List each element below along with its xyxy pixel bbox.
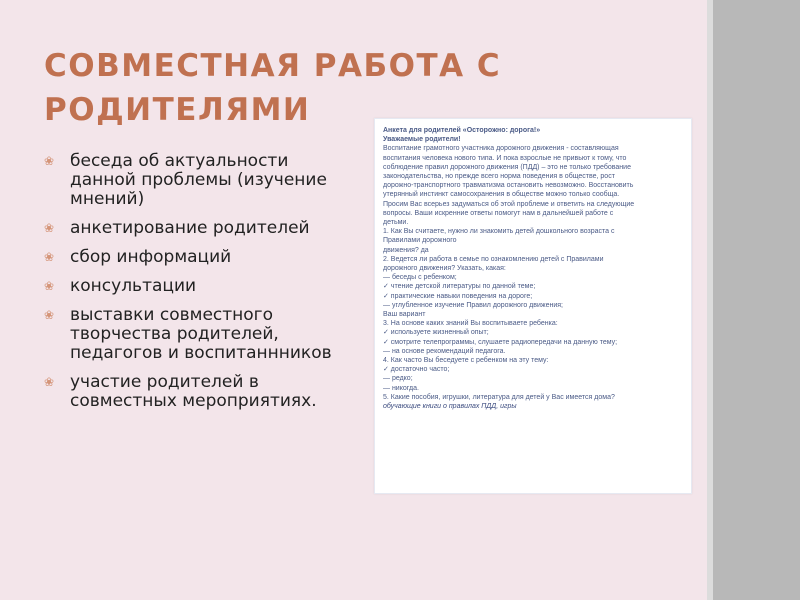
questionnaire-line: воспитания человека нового типа. И пока взрослые не привьют к тому, что <box>383 154 627 162</box>
questionnaire-line: ✓ используете жизненный опыт; <box>383 329 489 337</box>
questionnaire-text <box>383 126 685 411</box>
questionnaire-greeting: Уважаемые родители! <box>383 136 461 144</box>
questionnaire-line: ✓ практические навыки поведения на дороге; <box>383 292 533 300</box>
handwritten-answer: обучающие книги о правилах ПДД, игры <box>383 403 517 411</box>
questionnaire-line: движения? да <box>383 246 429 254</box>
questionnaire-line: дорожного движения? Указать, какая: <box>383 265 506 273</box>
bullet-item <box>44 373 344 411</box>
questionnaire-line: — редко; <box>383 375 413 383</box>
questionnaire-line: ✓ чтение детской литературы по данной теме; <box>383 283 536 291</box>
questionnaire-line: 4. Как часто Вы беседуете с ребенком на эту тему: <box>383 357 549 365</box>
questionnaire-line: детьми. <box>383 219 409 227</box>
questionnaire-line: утерянный инстинкт самосохранения в обществе можно только сообща. <box>383 191 620 199</box>
questionnaire-line: — никогда. <box>383 384 419 392</box>
slide-title: СОВМЕСТНАЯ РАБОТА С РОДИТЕЛЯМИ <box>44 48 502 128</box>
questionnaire-line: Правилами дорожного <box>383 237 457 245</box>
bullet-text: анкетирование родителей <box>70 218 310 238</box>
decorative-band <box>713 0 800 600</box>
questionnaire-line: ✓ достаточно часто; <box>383 366 450 374</box>
bullet-item <box>44 152 344 209</box>
bullet-text: выставки совместного творчества родителей, педагогов и воспитаннников <box>70 305 332 363</box>
questionnaire-line: 1. Как Вы считаете, нужно ли знакомить детей дошкольного возраста с <box>383 228 615 236</box>
bullet-item <box>44 219 344 238</box>
questionnaire-line: вопросы. Ваши искренние ответы помогут нам в дальнейшей работе с <box>383 209 614 217</box>
questionnaire-heading: Анкета для родителей «Осторожно: дорога!» <box>383 127 541 134</box>
questionnaire-line: дорожно-транспортного травматизма остановить невозможно. Восстановить <box>383 182 634 190</box>
questionnaire-line: — беседы с ребенком; <box>383 274 457 282</box>
questionnaire-line: Ваш вариант <box>383 311 426 319</box>
questionnaire-line: ✓ смотрите телепрограммы, слушаете радиопередачи на данную тему; <box>383 338 618 346</box>
questionnaire-photo <box>374 118 692 494</box>
questionnaire-line: 3. На основе каких знаний Вы воспитываете ребенка: <box>383 320 558 328</box>
fleuron-bullet-icon: ❀ <box>44 375 55 389</box>
fleuron-bullet-icon: ❀ <box>44 221 55 235</box>
questionnaire-line: 5. Какие пособия, игрушки, литература для детей у Вас имеется дома? <box>383 393 615 401</box>
bullet-list <box>44 152 344 421</box>
bullet-text: беседа об актуальности данной проблемы (изучение мнений) <box>70 151 327 209</box>
bullet-item <box>44 306 344 363</box>
questionnaire-line: 2. Ведется ли работа в семье по ознакомлению детей с Правилами <box>383 255 604 263</box>
questionnaire-line: — углубленное изучение Правил дорожного движения; <box>383 301 563 309</box>
questionnaire-line: Воспитание грамотного участника дорожного движения - составляющая <box>383 145 619 153</box>
fleuron-bullet-icon: ❀ <box>44 154 55 168</box>
questionnaire-line: соблюдение правил дорожного движения (ПДД) – это не только требование <box>383 163 631 171</box>
questionnaire-line: — на основе рекомендаций педагога. <box>383 347 506 355</box>
questionnaire-line: законодательства, но прежде всего норма поведения в обществе, рост <box>383 173 615 181</box>
bullet-text: консультации <box>70 276 197 296</box>
fleuron-bullet-icon: ❀ <box>44 279 55 293</box>
questionnaire-line: Просим Вас всерьез задуматься об этой проблеме и ответить на следующие <box>383 200 635 208</box>
fleuron-bullet-icon: ❀ <box>44 250 55 264</box>
bullet-item <box>44 248 344 267</box>
fleuron-bullet-icon: ❀ <box>44 308 55 322</box>
bullet-item <box>44 277 344 296</box>
bullet-text: сбор информаций <box>70 247 232 267</box>
bullet-text: участие родителей в совместных мероприятиях. <box>70 372 317 411</box>
